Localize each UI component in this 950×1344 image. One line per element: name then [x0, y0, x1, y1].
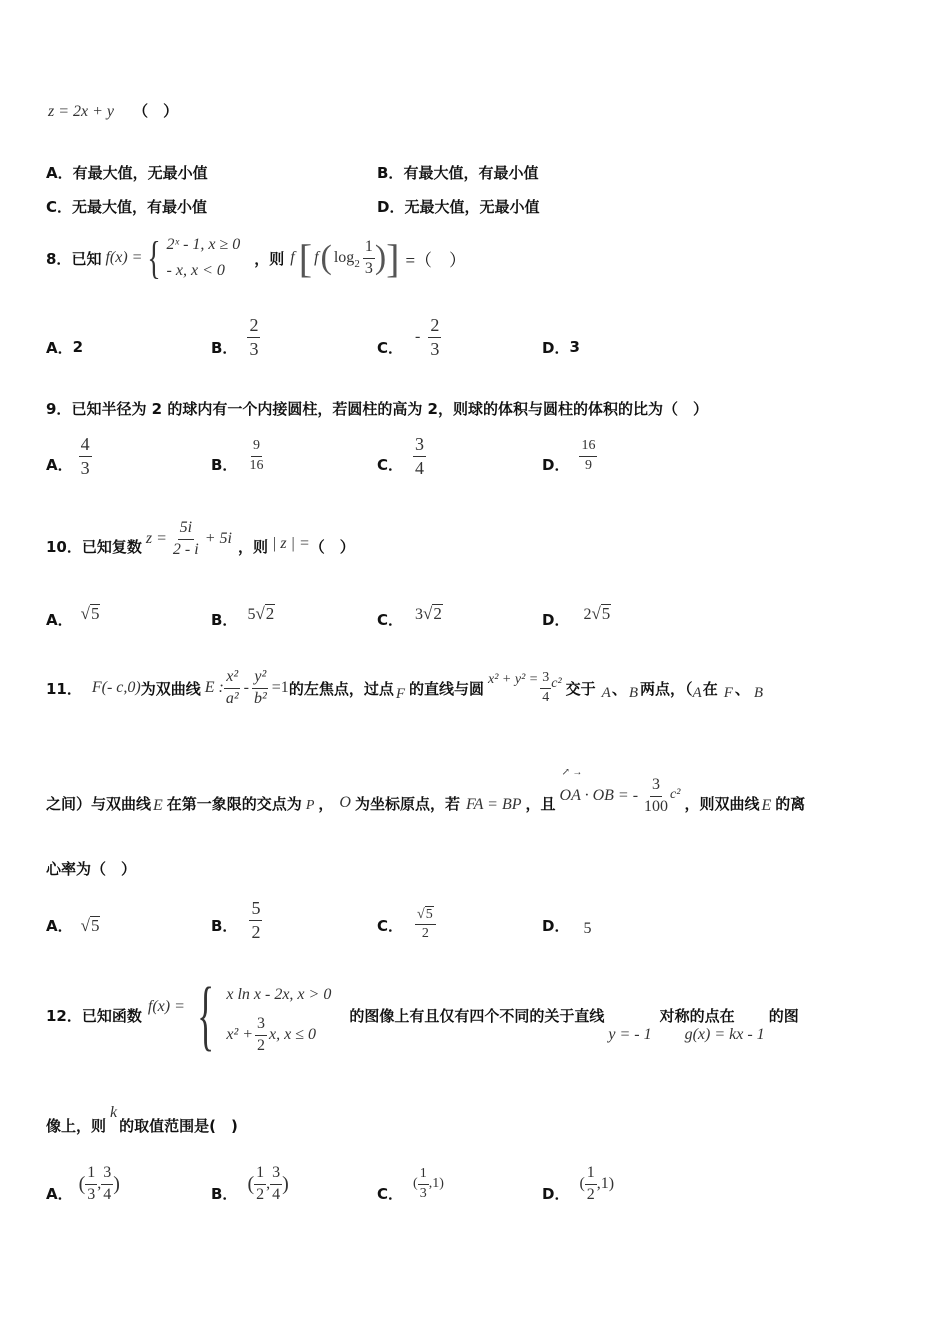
denominator: 4 [542, 689, 550, 705]
q8-outer-f: f [290, 249, 295, 266]
q10-option-a[interactable] [46, 598, 100, 630]
radicand: 5 [90, 916, 100, 936]
question-number: 10． [46, 537, 82, 556]
q12-fraction [255, 1016, 267, 1055]
q11-point-f: F [723, 684, 733, 701]
q12-line-1 [46, 972, 799, 1058]
q8-option-a[interactable] [46, 312, 83, 362]
q7-stem [48, 100, 178, 121]
q11-line-1 [46, 658, 763, 718]
option-letter: C． [377, 455, 404, 474]
numerator: 9 [251, 439, 262, 457]
denominator: 2 - i [172, 540, 199, 558]
option-letter: D． [542, 338, 570, 357]
radicand: 2 [265, 604, 275, 624]
minus-sign: - [243, 679, 249, 696]
option-value: 3 [569, 338, 580, 356]
close-paren: ) [113, 1172, 120, 1195]
sqrt: √ 5 [591, 604, 611, 624]
q12-text: 对称的点在 [659, 1006, 735, 1025]
q9-stem [46, 398, 708, 419]
q11-text: 之间）与双曲线 [46, 794, 152, 813]
q8-inner-f: f [314, 249, 319, 266]
q12-case-2b: x, x ≤ 0 [269, 1026, 317, 1043]
question-number: 9． [46, 400, 72, 418]
q11-point-a: A [601, 684, 611, 701]
coefficient: 2 [583, 606, 592, 623]
q12-option-c[interactable] [377, 1160, 444, 1208]
option-letter: D． [542, 455, 570, 474]
radicand: 5 [601, 604, 611, 624]
q12-case-1: x ln x - 2x, x > 0 [226, 986, 332, 1003]
q8-log-base: 2 [354, 258, 360, 270]
right-paren: ) [374, 239, 387, 276]
q7-option-d[interactable] [377, 196, 539, 217]
q8-option-b[interactable] [211, 312, 260, 362]
q11-text: ，则双曲线 [684, 794, 760, 813]
left-bracket: [ [298, 235, 313, 281]
option-tail: ,1) [428, 1176, 444, 1191]
option-value: 2 [72, 338, 84, 356]
q9-option-c[interactable] [377, 432, 426, 480]
q12-line-2 [46, 1096, 238, 1136]
q11-condition: FA = BP [465, 796, 522, 813]
numerator: x² [224, 669, 240, 689]
q12-case-2 [226, 1015, 331, 1055]
q11-point-f: F [395, 685, 405, 702]
numerator: 3 [101, 1165, 113, 1185]
sqrt: √ 5 [80, 916, 100, 936]
numerator: 1 [85, 1165, 97, 1185]
q11-option-b[interactable] [211, 890, 262, 942]
numerator: 4 [79, 435, 92, 457]
q11-origin: O [339, 794, 351, 811]
denominator: 3 [364, 259, 373, 277]
right-bracket: ] [386, 235, 400, 281]
q11-dot-expr: OA · OB = - [559, 787, 639, 804]
denominator: 3 [87, 1185, 96, 1203]
open-paren: ( [247, 1172, 255, 1195]
q9-option-a[interactable] [46, 432, 92, 480]
option-value: 5 [583, 920, 592, 937]
q12-function-name: f(x) = [147, 998, 185, 1015]
option-letter: D． [542, 1184, 570, 1203]
numerator: 1 [418, 1167, 429, 1185]
q8-function-name: f(x) = [105, 249, 143, 266]
option-fraction [249, 899, 262, 942]
q11-text: 为双曲线 [140, 679, 201, 698]
numerator: y² [252, 669, 268, 689]
q8-case-1: 2ˣ - 1, x ≥ 0 [166, 236, 241, 253]
question-number: 12． [46, 1006, 82, 1025]
option-fraction [579, 439, 597, 473]
q8-stem [46, 228, 466, 288]
q12-text: 像上，则 [46, 1117, 107, 1135]
vector-arrows-icon: ↗ → [561, 767, 583, 778]
option-fraction [247, 439, 265, 473]
q12-piecewise [226, 975, 331, 1055]
option-fraction [428, 316, 441, 359]
denominator: 16 [249, 457, 264, 473]
q11-text: ，且 [525, 794, 556, 813]
numerator: 2 [428, 316, 441, 338]
coefficient: 3 [415, 606, 424, 623]
option-text: 有最大值，有最小值 [403, 164, 539, 182]
q11-option-d[interactable] [542, 894, 591, 942]
option-fraction-1 [85, 1165, 97, 1204]
q12-line: y = - 1 [608, 1026, 652, 1043]
q8-option-d[interactable] [542, 312, 580, 362]
denominator: 4 [103, 1185, 112, 1203]
option-fraction [79, 435, 92, 478]
q12-text: 的图 [768, 1006, 799, 1025]
option-letter: A． [46, 164, 73, 182]
q9-text: 已知半径为 2 的球内有一个内接圆柱，若圆柱的高为 2，则球的体积与圆柱的体积的比为（ ） [71, 400, 708, 418]
q7-option-b[interactable] [377, 162, 538, 183]
option-letter: A． [46, 611, 73, 629]
close-paren: ) [282, 1172, 289, 1195]
question-number: 8． [46, 249, 72, 268]
option-letter: B． [211, 455, 238, 474]
sqrt: √ 5 [417, 906, 433, 922]
denominator: 2 [256, 1185, 265, 1203]
option-letter: B． [211, 917, 238, 935]
numerator: 3 [270, 1165, 282, 1185]
q7-option-c[interactable] [46, 196, 207, 217]
numerator: 5 [249, 899, 262, 921]
sqrt: √ 2 [423, 604, 442, 624]
option-letter: C． [377, 1184, 404, 1203]
sqrt: √ 2 [255, 604, 275, 624]
q11-text: 为坐标原点，若 [354, 794, 460, 813]
option-letter: A． [46, 338, 73, 357]
q11-point-a: A [692, 684, 702, 701]
q10-stem [46, 514, 355, 564]
q7-answer-paren: （ ） [133, 102, 179, 120]
q8-fraction [363, 239, 375, 278]
q11-c-squared: c² [670, 787, 681, 802]
q12-text: 的取值范围是( ) [119, 1117, 238, 1135]
q10-plus-term: + 5i [204, 530, 232, 547]
q11-option-a[interactable] [46, 894, 100, 942]
option-letter: B． [211, 611, 238, 629]
numerator: 3 [540, 671, 551, 689]
q11-text: 交于 [565, 679, 596, 698]
denominator: b² [253, 689, 267, 707]
left-brace: { [197, 971, 215, 1058]
q9-option-d[interactable] [542, 432, 597, 480]
q8-mid: ，则 [254, 249, 285, 268]
q11-text: 的离 [775, 794, 806, 813]
option-letter: A． [46, 455, 73, 474]
denominator: 9 [584, 457, 592, 473]
q10-fraction [171, 520, 201, 559]
q11-x-fraction [224, 669, 241, 708]
numerator: 1 [363, 239, 375, 259]
q11-point-p: P [305, 798, 315, 813]
option-fraction [415, 906, 436, 942]
numerator: 3 [255, 1016, 267, 1036]
denominator: 3 [419, 1185, 427, 1201]
q11-line-2 [46, 766, 805, 826]
open-paren: ( [78, 1172, 86, 1195]
numerator: 1 [585, 1165, 597, 1185]
q11-dot-fraction [642, 777, 670, 816]
coefficient: 5 [247, 606, 256, 623]
numerator: 3 [413, 435, 426, 457]
denominator: 4 [272, 1185, 281, 1203]
q11-text: 两点，（ [640, 679, 693, 698]
question-number: 11． [46, 679, 82, 698]
denominator: a² [225, 689, 239, 707]
option-fraction-1 [585, 1165, 597, 1204]
option-letter: D． [542, 917, 570, 935]
option-fraction-1 [254, 1165, 266, 1204]
left-paren: ( [320, 239, 332, 276]
q12-g-function: g(x) = kx - 1 [684, 1026, 765, 1043]
q10-mid: ，则 [237, 537, 268, 556]
option-letter: D． [542, 611, 570, 629]
q11-point-b: B [628, 684, 639, 701]
option-sign: - [415, 328, 421, 345]
sqrt: √ 5 [80, 604, 100, 624]
q8-tail: =（ ） [405, 250, 467, 270]
denominator: 100 [644, 797, 669, 815]
q8-prefix: 已知 [71, 249, 102, 268]
equals-one: =1 [271, 679, 289, 696]
option-fraction [247, 316, 260, 359]
q12-case-2a: x² + [226, 1026, 254, 1043]
numerator: 2 [247, 316, 260, 338]
q11-text: 的左焦点，过点 [288, 679, 394, 698]
q11-dot-product [559, 767, 639, 805]
q10-option-b[interactable] [211, 598, 275, 630]
q9-option-b[interactable] [211, 432, 265, 480]
q11-point-b: B [753, 684, 764, 701]
q7-expression: z = 2x + y [48, 103, 115, 120]
denominator: 2 [251, 922, 261, 943]
option-letter: C． [377, 611, 404, 629]
option-text: 无最大值，无最小值 [404, 198, 540, 216]
numerator: 5i [178, 520, 194, 540]
q8-log: log [333, 249, 355, 266]
q11-text: 心率为（ ） [46, 860, 137, 878]
q10-abs: | z | = [271, 535, 310, 552]
numerator: 1 [254, 1165, 266, 1185]
q8-option-c[interactable] [377, 312, 441, 362]
q10-tail: （ ） [309, 537, 355, 556]
q12-prefix: 已知函数 [81, 1006, 142, 1025]
option-text: 有最大值，无最小值 [72, 164, 208, 182]
denominator: 4 [415, 457, 425, 478]
denominator: 3 [430, 338, 440, 359]
radicand: 5 [90, 604, 100, 624]
q10-prefix: 已知复数 [81, 537, 142, 556]
option-letter: B． [377, 164, 404, 182]
option-fraction-2 [270, 1165, 282, 1204]
q11-text: 在 [702, 679, 718, 698]
q11-curve-name: E : [204, 679, 224, 696]
q7-option-a[interactable] [46, 162, 208, 183]
option-fraction-1 [418, 1167, 429, 1201]
q11-focus: F(- c,0) [91, 679, 141, 696]
numerator: 3 [650, 777, 662, 797]
denominator: 2 [421, 926, 429, 942]
q11-curve-name: E [153, 797, 163, 814]
q11-option-c[interactable] [377, 894, 436, 942]
open-paren: ( [579, 1175, 585, 1192]
option-letter: C． [377, 338, 404, 357]
option-letter: D． [377, 198, 405, 216]
option-tail: ,1) [596, 1175, 615, 1192]
left-brace: { [147, 232, 162, 283]
option-letter: B． [211, 338, 238, 357]
q11-curve-name: E [761, 797, 772, 814]
option-letter: B． [211, 1184, 238, 1203]
separator: ， [318, 794, 334, 813]
q12-k: k [110, 1104, 118, 1121]
option-letter: C． [377, 917, 404, 935]
separator: 、 [611, 679, 627, 698]
q11-text: 的直线与圆 [409, 679, 485, 698]
q11-line-3 [46, 858, 136, 879]
q12-option-b[interactable]: B． ( $\frac{1}{2}$ , $\frac{3}{4}$ ) [211, 1163, 289, 1203]
option-letter: A． [46, 917, 73, 935]
denominator: 3 [249, 338, 259, 359]
q12-text: 的图像上有且仅有四个不同的关于直线 [349, 1006, 605, 1025]
denominator: 2 [257, 1036, 266, 1054]
numerator: 16 [579, 439, 597, 457]
q10-z: z = [145, 530, 167, 547]
q8-piecewise [167, 232, 241, 284]
q11-circle: x² + y² = [488, 672, 539, 687]
option-letter: C． [46, 198, 73, 216]
q11-circle-fraction [540, 671, 551, 705]
denominator: 3 [80, 457, 90, 478]
radicand: 2 [433, 604, 442, 624]
q8-case-2: - x, x < 0 [166, 262, 225, 279]
option-fraction [413, 435, 426, 478]
denominator: 2 [586, 1185, 595, 1203]
q12-option-d[interactable] [542, 1160, 614, 1208]
option-fraction-2 [101, 1165, 113, 1204]
separator: 、 [734, 679, 750, 698]
radicand: 5 [425, 906, 433, 922]
q12-option-a[interactable]: A． ( $\frac{1}{3}$ , $\frac{3}{4}$ ) [46, 1163, 120, 1203]
option-text: 无最大值，有最小值 [72, 198, 208, 216]
q10-option-c[interactable] [377, 598, 443, 630]
q10-option-d[interactable] [542, 598, 611, 630]
q11-c-squared: c² [551, 676, 562, 691]
open-paren: ( [413, 1176, 418, 1191]
option-letter: A． [46, 1184, 73, 1203]
q11-text: 在第一象限的交点为 [166, 794, 302, 813]
q11-y-fraction [252, 669, 269, 708]
